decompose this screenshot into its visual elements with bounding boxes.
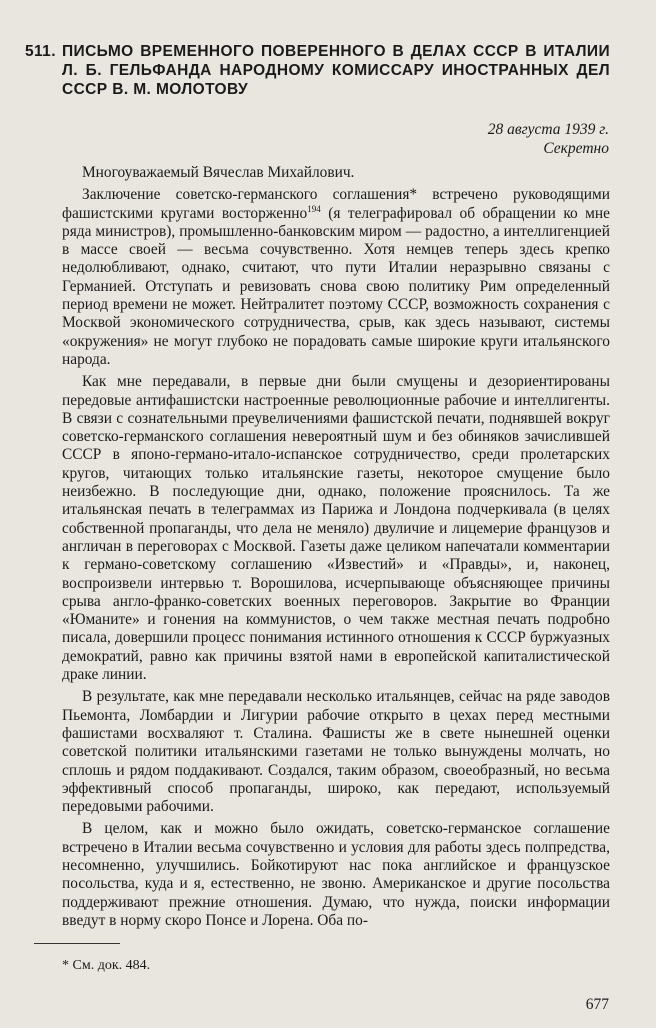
letter-body [62, 164, 610, 934]
salutation: Многоуважаемый Вячеслав Михайлович. [82, 164, 355, 181]
paragraph-3: В результате, как мне передавали несколько итальянцев, сейчас на ряде заводов Пьемонта, Ломбардии и Лигурии рабочие открыто в цехах перед местными фашистами восхваляют т. Сталина. Фашисты же в свете нынешней оценки советской политики итальянскими газетами не только вынуждены молчать, но сплошь и рядом поддакивают. Создался, таким образом, своеобразный, но весьма эффективный способ пропаганды, широко, как передают, используемый передовыми рабочими. [62, 688, 610, 816]
document-title [25, 42, 610, 99]
page-number: 677 [585, 996, 609, 1013]
footnote-divider [34, 943, 120, 944]
document-title-text: ПИСЬМО ВРЕМЕННОГО ПОВЕРЕННОГО В ДЕЛАХ СССР В ИТАЛИИ Л. Б. ГЕЛЬФАНДА НАРОДНОМУ КОМИССАРУ ИНОСТРАННЫХ ДЕЛ СССР В. М. МОЛОТОВУ [62, 43, 610, 98]
document-meta [488, 120, 609, 158]
document-number: 511. [25, 43, 56, 60]
paragraph-4: В целом, как и можно было ожидать, советско-германское соглашение встречено в Италии весьма сочувственно и условия для работы здесь полпредства, несомненно, улучшились. Бойкотируют нас пока английское и французское посольства, куда и я, естественно, не звоню. Американское и другие посольства поддерживают прежние отношения. Думаю, что нужда, поиски информации введут в норму скоро Понсе и Лорена. Оба по- [62, 820, 610, 929]
paragraph-1-text-b: (я телеграфировал об обращении ко мне ряда министров), промышленно-банковским миром — радостно, а интеллигенцией в массе своей — весьма сочувственно. Хотя немцев теперь здесь крепко недолюбливают, однако, считают, что пути Италии неразрывно связаны с Германией. Отступать и ревизовать снова свою политику Рим определенный период времени не может. Нейтралитет поэтому СССР, возможность сохранения с Москвой экономического сотрудничества, срыв, как здесь называют, системы «окружения» не могут глубоко не порадовать самые широкие круги итальянского народа. [62, 204, 610, 368]
endnote-ref-194: 194 [307, 203, 321, 214]
document-date: 28 августа 1939 г. [487, 121, 609, 138]
classification-mark: Секретно [543, 140, 609, 157]
footnote: * См. док. 484. [62, 958, 151, 973]
paragraph-1-text-a: Заключение советско-германского соглашения* встречено руководящими фашистскими кругами восторженно [62, 186, 610, 222]
paragraph-1 [62, 186, 610, 369]
paragraph-2: Как мне передавали, в первые дни были смущены и дезориентированы передовые антифашистски настроенные революционные рабочие и интеллигенты. В связи с сознательными преувеличениями фашистской печати, поднявшей вокруг советско-германского соглашения невероятный шум и без обиняков зачислившей СССР в японо-германо-итало-испанское сотрудничество, среди пролетарских кругов, читающих только итальянские газеты, некоторое смущение было неизбежно. В последующие дни, однако, положение прояснилось. Та же итальянская печать в телеграммах из Парижа и Лондона подчеркивала (в целях собственной пропаганды, что дела не меняло) двуличие и лицемерие французов и англичан в переговорах с Москвой. Газеты даже целиком напечатали комментарии к германо-советскому соглашению «Известий» и «Правды», и, наконец, воспроизвели интервью т. Ворошилова, исчерпывающе объясняющее причины срыва англо-франко-советских военных переговоров. Закрытие во Франции «Юманите» и гонения на коммунистов, о чем также местная печать подробно писала, довершили процесс понимания истинного отношения к СССР буржуазных демократий, равно как причины взятой нами в европейской капиталистической драке линии. [62, 373, 610, 684]
